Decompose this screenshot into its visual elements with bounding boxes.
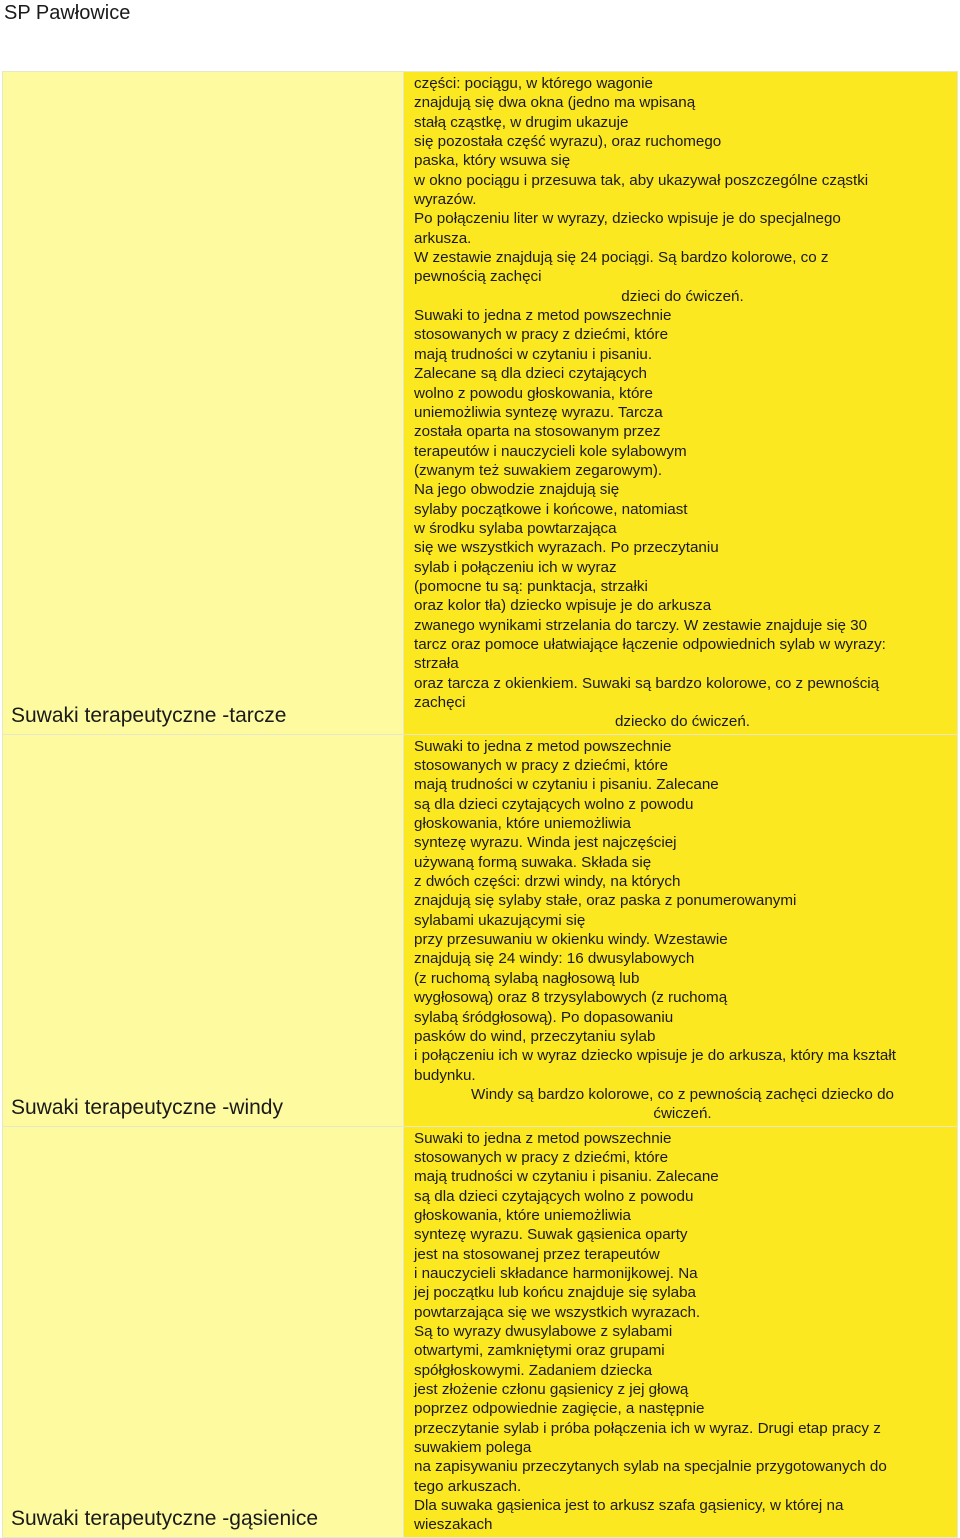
text-line: w okno pociągu i przesuwa tak, aby ukazywał poszczególne cząstki <box>414 171 869 189</box>
text-line: na zapisywaniu przeczytanych sylab na specjalnie przygotowanych do <box>414 1458 887 1476</box>
description-text <box>404 72 957 734</box>
text-line: znajdują się dwa okna (jedno ma wpisaną <box>414 94 696 112</box>
text-line: wyrazów. <box>414 191 477 209</box>
text-line: w środku sylaba powtarzająca <box>414 519 617 537</box>
text-line: stosowanych w pracy z dziećmi, które <box>414 757 669 775</box>
text-line: suwakiem polega <box>414 1439 532 1457</box>
text-line: została oparta na stosowanym przez <box>414 423 661 441</box>
text-line: otwartymi, zamkniętymi oraz grupami <box>414 1342 665 1360</box>
text-line: Po połączeniu liter w wyrazy, dziecko wpisuje je do specjalnego <box>414 210 841 228</box>
text-line: dzieci do ćwiczeń. <box>621 287 744 305</box>
text-line: stosowanych w pracy z dziećmi, które <box>414 1148 669 1166</box>
text-line: poprzez odpowiednie zagięcie, a następnie <box>414 1400 705 1418</box>
description-cell <box>404 72 958 735</box>
text-line: z dwóch części: drzwi windy, na których <box>414 873 681 891</box>
text-line: (zwanym też suwakiem zegarowym). <box>414 461 663 479</box>
text-line: W zestawie znajdują się 24 pociągi. Są bardzo kolorowe, co z <box>414 249 829 267</box>
text-line: zachęci <box>414 694 466 711</box>
text-line: się pozostała część wyrazu), oraz ruchomego <box>414 133 722 151</box>
text-line: Zalecane są dla dzieci czytających <box>414 365 647 383</box>
text-line: i nauczycieli składance harmonijkowej. Na <box>414 1264 698 1282</box>
text-line: mają trudności w czytaniu i pisaniu. <box>414 345 653 363</box>
text-line: Suwaki to jedna z metod powszechnie <box>414 307 672 325</box>
text-line: sylaby początkowe i końcowe, natomiast <box>414 500 688 518</box>
text-line: znajdują się sylaby stałe, oraz paska z ponumerowanymi <box>414 892 797 910</box>
table-row <box>3 734 958 1126</box>
category-label: Suwaki terapeutyczne -tarcze <box>11 703 287 727</box>
text-line: sylabą śródgłosową). Po dopasowaniu <box>414 1008 674 1026</box>
category-cell <box>3 734 404 1126</box>
text-line: wolno z powodu głoskowania, które <box>414 384 653 402</box>
text-line: przeczytanie sylab i próba połączenia ich w wyraz. Drugi etap pracy z <box>414 1419 881 1437</box>
text-line: arkusza. <box>414 229 472 247</box>
text-line: Na jego obwodzie znajdują się <box>414 481 620 499</box>
text-line: jest złożenie członu gąsienicy z jej głową <box>414 1381 689 1399</box>
text-line: przy przesuwaniu w okienku windy. Wzestawie <box>414 931 728 949</box>
table-row <box>3 1126 958 1537</box>
content-table <box>2 71 958 1538</box>
text-line: wygłosową) oraz 8 trzysylabowych (z ruchomą <box>414 989 728 1007</box>
text-line: Dla suwaka gąsienica jest to arkusz szafa gąsienicy, w której na <box>414 1497 844 1515</box>
text-line: uniemożliwia syntezę wyrazu. Tarcza <box>414 403 663 421</box>
text-line: i połączeniu ich w wyraz dziecko wpisuje je do arkusza, który ma kształt <box>414 1047 896 1065</box>
text-line: oraz tarcza z okienkiem. Suwaki są bardzo kolorowe, co z pewnością <box>414 674 880 692</box>
text-line: ćwiczeń. <box>653 1105 712 1123</box>
text-line: jest na stosowanej przez terapeutów <box>414 1245 660 1263</box>
category-label: Suwaki terapeutyczne -windy <box>11 1095 283 1119</box>
text-line: zwanego wynikami strzelania do tarczy. W zestawie znajduje się 30 <box>414 616 868 634</box>
text-line: syntezę wyrazu. Winda jest najczęściej <box>414 834 677 852</box>
text-line: spółgłoskowymi. Zadaniem dziecka <box>414 1361 653 1379</box>
text-line: pewnością zachęci <box>414 268 542 286</box>
text-line: Windy są bardzo kolorowe, co z pewnością zachęci dziecko do <box>471 1085 894 1103</box>
text-line: wieszakach <box>414 1516 493 1534</box>
text-line: Suwaki to jedna z metod powszechnie <box>414 737 672 755</box>
text-line: są dla dzieci czytających wolno z powodu <box>414 795 694 813</box>
text-line: dziecko do ćwiczeń. <box>614 713 751 731</box>
text-line: głoskowania, które uniemożliwia <box>414 815 631 833</box>
text-line: głoskowania, które uniemożliwia <box>414 1206 631 1224</box>
text-line: używaną formą suwaka. Składa się <box>414 853 652 871</box>
text-line: (z ruchomą sylabą nagłosową lub <box>414 969 640 987</box>
text-line: paska, który wsuwa się <box>414 152 571 170</box>
description-cell <box>404 1126 958 1537</box>
text-line: tarcz oraz pomoce ułatwiające łączenie odpowiednich sylab w wyrazy: <box>414 635 886 653</box>
description-cell <box>404 734 958 1126</box>
category-label: Suwaki terapeutyczne -gąsienice <box>11 1506 319 1530</box>
table-row <box>3 72 958 735</box>
text-line: są dla dzieci czytających wolno z powodu <box>414 1187 694 1205</box>
text-line: terapeutów i nauczycieli kole sylabowym <box>414 442 687 460</box>
text-line: jej początku lub końcu znajduje się sylaba <box>414 1284 696 1302</box>
text-line: części: pociągu, w którego wagonie <box>414 75 653 92</box>
text-line: syntezę wyrazu. Suwak gąsienica oparty <box>414 1226 688 1244</box>
text-line: oraz kolor tła) dziecko wpisuje je do arkusza <box>414 597 712 615</box>
site-title: SP Pawłowice <box>4 2 131 24</box>
text-line: stałą cząstkę, w drugim ukazuje <box>414 113 629 131</box>
text-line: strzała <box>414 655 459 673</box>
text-line: Suwaki to jedna z metod powszechnie <box>414 1129 672 1147</box>
text-line: sylabami ukazującymi się <box>414 911 586 929</box>
description-text <box>404 1127 957 1537</box>
text-line: mają trudności w czytaniu i pisaniu. Zalecane <box>414 1168 719 1186</box>
category-cell <box>3 1126 404 1537</box>
description-text <box>404 735 957 1126</box>
text-line: stosowanych w pracy z dziećmi, które <box>414 326 669 344</box>
text-line: Są to wyrazy dwusylabowe z sylabami <box>414 1323 673 1340</box>
text-line: tego arkuszach. <box>414 1477 522 1495</box>
text-line: mają trudności w czytaniu i pisaniu. Zalecane <box>414 776 719 794</box>
category-cell <box>3 72 404 735</box>
text-line: powtarzająca się we wszystkich wyrazach. <box>414 1303 701 1321</box>
text-line: się we wszystkich wyrazach. Po przeczytaniu <box>414 539 719 557</box>
text-line: (pomocne tu są: punktacja, strzałki <box>414 577 648 595</box>
text-line: znajdują się 24 windy: 16 dwusylabowych <box>414 950 695 968</box>
text-line: pasków do wind, przeczytaniu sylab <box>414 1027 656 1045</box>
text-line: budynku. <box>414 1066 476 1084</box>
text-line: sylab i połączeniu ich w wyraz <box>414 558 617 576</box>
